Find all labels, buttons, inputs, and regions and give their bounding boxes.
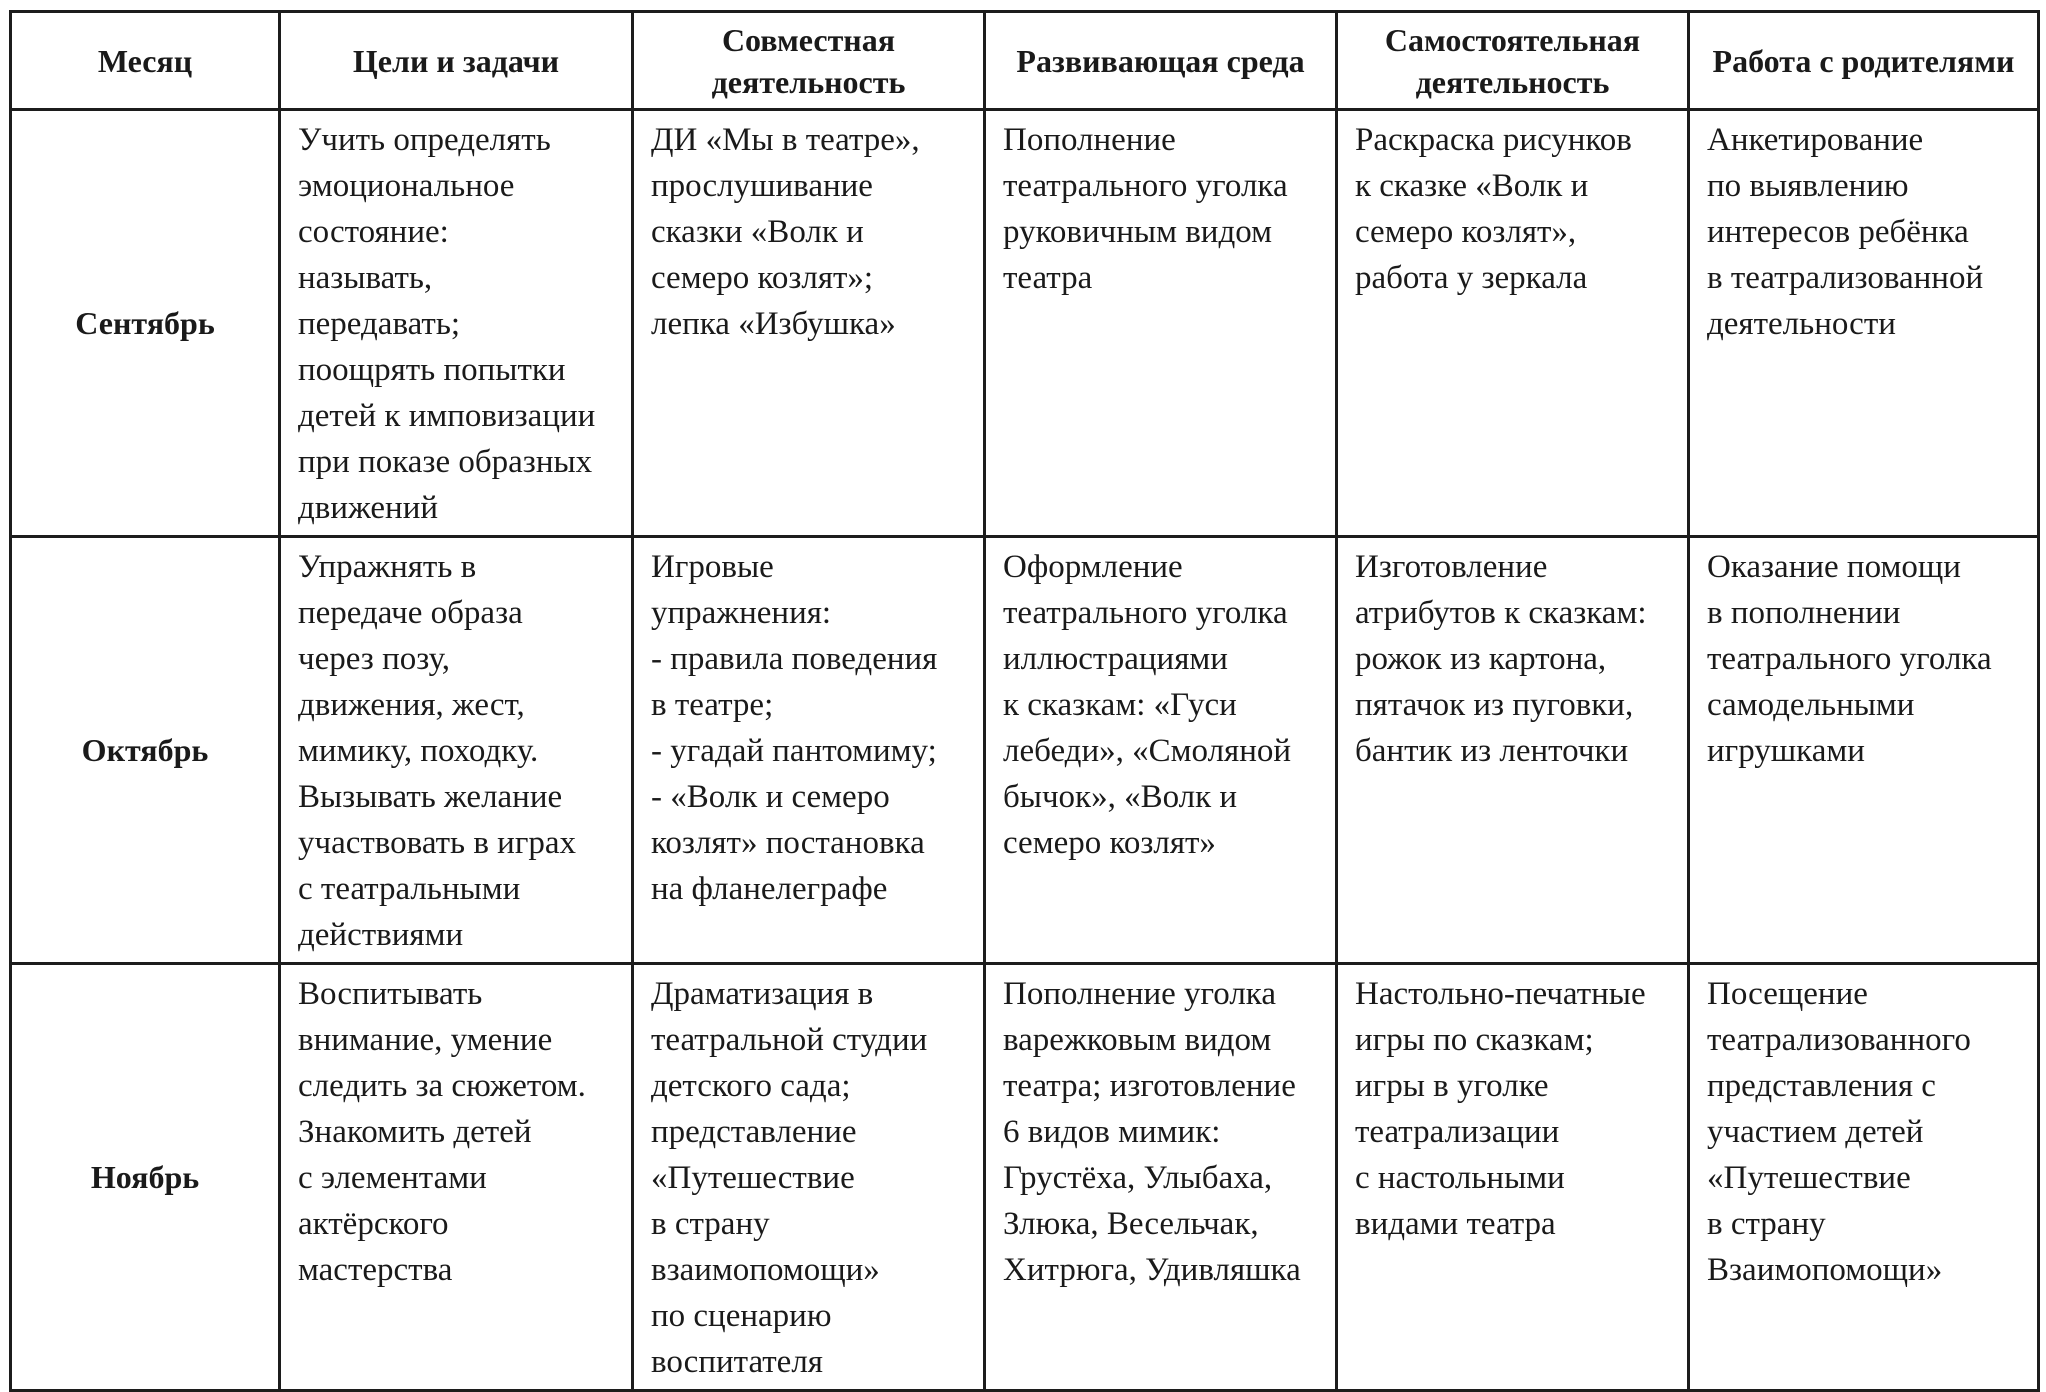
independent-activity-cell: Раскраска рисунков к сказке «Волк и семеро козлят», работа у зеркала — [1337, 110, 1689, 537]
parents-cell: Анкетирование по выявлению интересов ребёнка в театрализованной деятельности — [1689, 110, 2039, 537]
table-row — [11, 537, 2039, 964]
header-work-with-parents: Работа с родителями — [1689, 12, 2039, 110]
independent-activity-cell: Изготовление атрибутов к сказкам: рожок из картона, пятачок из пуговки, бантик из ленточки — [1337, 537, 1689, 964]
environment-cell: Пополнение уголка варежковым видом театра; изготовление 6 видов мимик: Грустёха, Улыбаха, Злюка, Весельчак, Хитрюга, Удивляшка — [985, 964, 1337, 1391]
parents-cell: Посещение театрализованного представления с участием детей «Путешествие в страну Взаимопомощи» — [1689, 964, 2039, 1391]
environment-cell: Оформление театрального уголка иллюстрациями к сказкам: «Гуси лебеди», «Смоляной бычок», «Волк и семеро козлят» — [985, 537, 1337, 964]
header-developing-environment: Развивающая среда — [985, 12, 1337, 110]
environment-cell: Пополнение театрального уголка руковичным видом театра — [985, 110, 1337, 537]
table-row — [11, 964, 2039, 1391]
independent-activity-cell: Настольно-печатные игры по сказкам; игры в уголке театрализации с настольными видами театра — [1337, 964, 1689, 1391]
month-cell: Сентябрь — [11, 110, 280, 537]
goals-cell: Воспитывать внимание, умение следить за сюжетом. Знакомить детей с элементами актёрского мастерства — [280, 964, 633, 1391]
header-goals: Цели и задачи — [280, 12, 633, 110]
joint-activity-cell: Драматизация в театральной студии детского сада; представление «Путешествие в страну взаимопомощи» по сценарию воспитателя — [633, 964, 985, 1391]
header-independent-activity: Самостоятельная деятельность — [1337, 12, 1689, 110]
parents-cell: Оказание помощи в пополнении театрального уголка самодельными игрушками — [1689, 537, 2039, 964]
header-row — [11, 12, 2039, 110]
table-row — [11, 110, 2039, 537]
header-month: Месяц — [11, 12, 280, 110]
goals-cell: Учить определять эмоциональное состояние: называть, передавать; поощрять попытки детей к имповизации при показе образных движений — [280, 110, 633, 537]
joint-activity-cell: Игровые упражнения: - правила поведения в театре; - угадай пантомиму; - «Волк и семеро козлят» постановка на фланелеграфе — [633, 537, 985, 964]
goals-cell: Упражнять в передаче образа через позу, движения, жест, мимику, походку. Вызывать желание участвовать в играх с театральными действиями — [280, 537, 633, 964]
month-cell: Октябрь — [11, 537, 280, 964]
month-cell: Ноябрь — [11, 964, 280, 1391]
header-joint-activity: Совместная деятельность — [633, 12, 985, 110]
activity-plan-table — [9, 10, 2040, 1392]
joint-activity-cell: ДИ «Мы в театре», прослушивание сказки «Волк и семеро козлят»; лепка «Избушка» — [633, 110, 985, 537]
